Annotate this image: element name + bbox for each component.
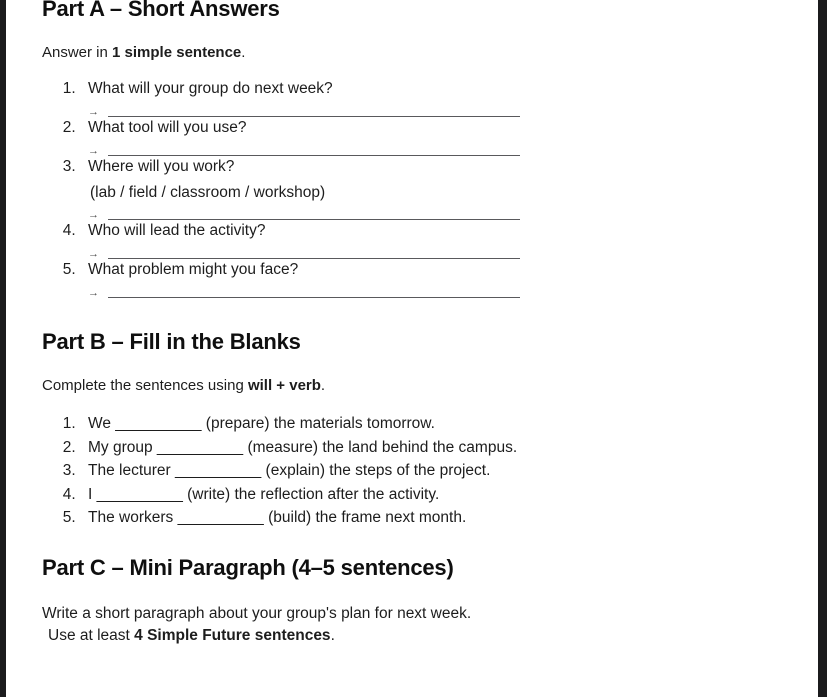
part-b-instruction-suffix: . (320, 376, 326, 394)
part-a-instruction-suffix: . (241, 43, 246, 61)
sentence-after-blank: (build) the frame next month. (263, 509, 467, 527)
part-c-line2-bold: 4 Simple Future sentences (134, 626, 331, 644)
sentence-after-blank: (write) the reflection after the activity. (182, 485, 440, 503)
answer-line-row (88, 107, 520, 118)
sentence-after-blank: (explain) the steps of the project. (261, 462, 491, 480)
section-part-c (6, 554, 818, 647)
list-item (80, 260, 818, 299)
part-c-line2-suffix: . (330, 626, 335, 644)
arrow-right-icon: → (88, 287, 99, 300)
section-part-b (6, 328, 818, 529)
list-item (80, 412, 818, 436)
arrow-right-icon: → (88, 105, 99, 118)
fill-blank[interactable]: __________ (156, 438, 244, 456)
document-page (6, 0, 818, 697)
question-text: 5. What problem might you face? (88, 261, 299, 279)
fill-blank[interactable]: __________ (177, 509, 264, 527)
part-a-instruction-bold: 1 simple sentence (112, 43, 242, 61)
part-c-body (42, 603, 818, 646)
answer-rule[interactable] (108, 116, 520, 117)
answer-line-row (88, 288, 520, 299)
answer-rule[interactable] (108, 297, 520, 298)
spacer (6, 396, 818, 412)
arrow-right-icon: → (88, 209, 99, 222)
part-a-question-list (6, 79, 818, 300)
sentence-before-blank: The lecturer (88, 462, 176, 480)
list-item (80, 221, 818, 260)
spacer (6, 23, 818, 43)
part-c-line-2 (48, 625, 818, 647)
question-text: 4. Who will lead the activity? (88, 222, 266, 240)
section-part-a (6, 0, 818, 299)
part-b-heading: Part B – Fill in the Blanks (42, 329, 301, 355)
spacer (6, 581, 818, 603)
document-content (6, 0, 818, 647)
list-item (80, 157, 818, 222)
fill-blank[interactable]: __________ (96, 485, 183, 503)
sentence-before-blank: My group (88, 438, 157, 456)
list-item (80, 118, 818, 157)
sentence-before-blank: We (88, 415, 116, 433)
sentence-before-blank: The workers (88, 509, 178, 527)
part-c-line2-prefix: Use at least (48, 626, 135, 644)
fill-blank[interactable]: __________ (175, 462, 262, 480)
answer-line-row (88, 249, 520, 260)
list-item (80, 79, 818, 118)
arrow-right-icon: → (88, 144, 99, 157)
part-a-heading: Part A – Short Answers (42, 0, 280, 21)
question-text: 3. Where will you work? (88, 157, 235, 175)
spacer (6, 299, 818, 328)
part-b-instruction-bold: will + verb (247, 376, 321, 394)
part-b-instruction (42, 376, 818, 396)
answer-rule[interactable] (108, 219, 520, 220)
part-a-instruction-prefix: Answer in (42, 43, 113, 61)
part-c-line-1: Write a short paragraph about your group's plan for next week. (42, 605, 472, 623)
sentence-before-blank: I (88, 485, 97, 503)
question-subtext: (lab / field / classroom / workshop) (90, 183, 326, 201)
spacer (6, 356, 818, 376)
answer-rule[interactable] (108, 155, 520, 156)
list-item (80, 506, 818, 530)
part-b-blank-list (6, 412, 818, 530)
part-c-heading: Part C – Mini Paragraph (4–5 sentences) (42, 554, 454, 580)
list-item (80, 483, 818, 507)
question-text: 2. What tool will you use? (88, 118, 247, 136)
sentence-after-blank: (measure) the land behind the campus. (243, 438, 518, 456)
list-item (80, 459, 818, 483)
answer-line-row (88, 210, 520, 221)
sentence-after-blank: (prepare) the materials tomorrow. (201, 415, 435, 433)
part-a-instruction (42, 43, 818, 63)
spacer (6, 530, 818, 554)
fill-blank[interactable]: __________ (115, 415, 202, 433)
arrow-right-icon: → (88, 248, 99, 261)
part-b-instruction-prefix: Complete the sentences using (42, 376, 248, 394)
list-item (80, 436, 818, 460)
spacer (6, 63, 818, 79)
question-text: 1. What will your group do next week? (88, 79, 333, 97)
answer-line-row (88, 146, 520, 157)
answer-rule[interactable] (108, 258, 520, 259)
